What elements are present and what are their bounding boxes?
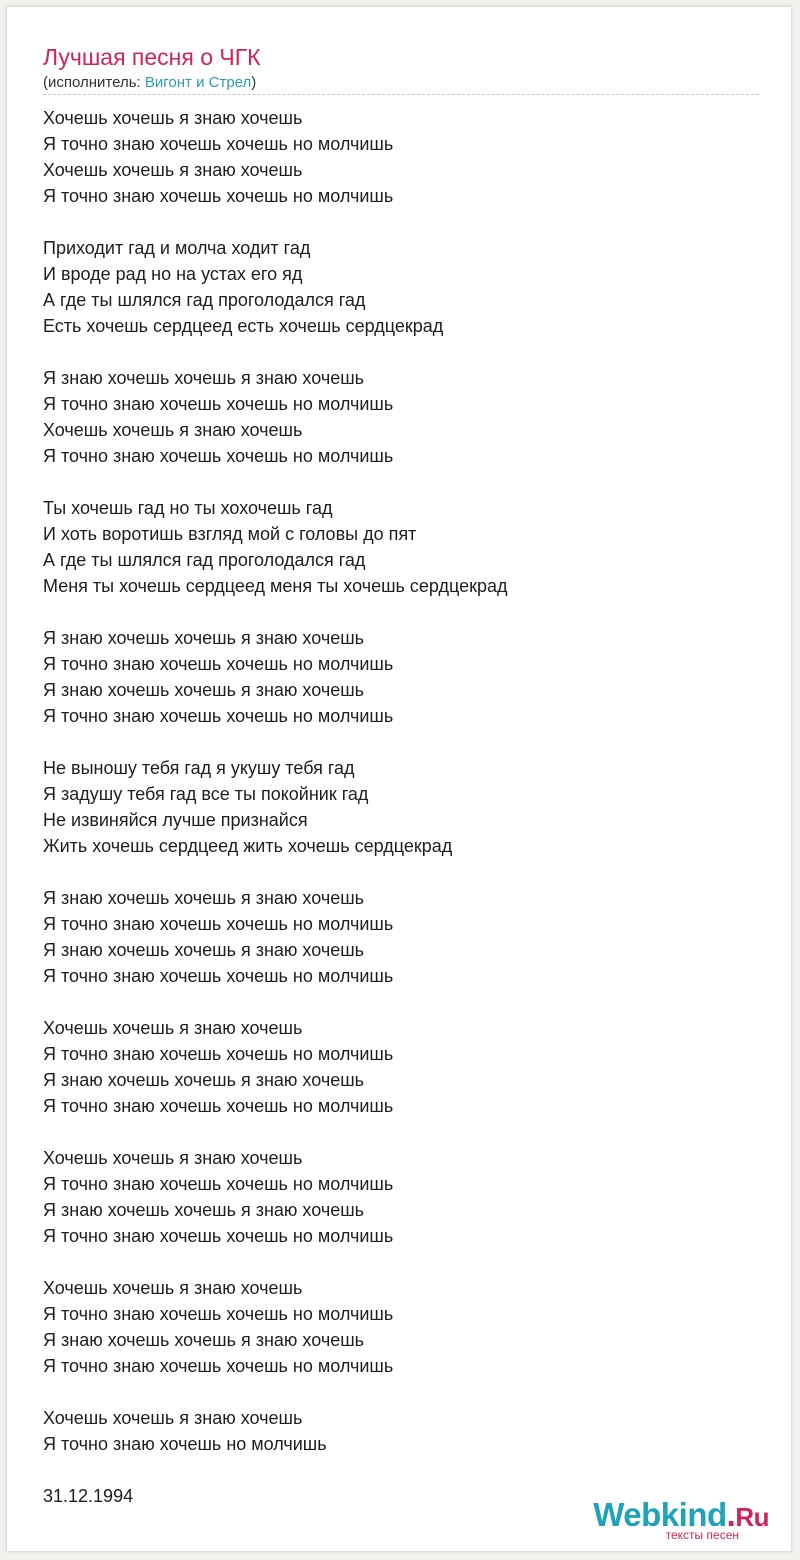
lyrics-stanza <box>43 755 759 859</box>
lyrics-line: Хочешь хочешь я знаю хочешь <box>43 1018 303 1038</box>
lyrics-line: Я знаю хочешь хочешь я знаю хочешь <box>43 940 365 960</box>
lyrics-line: Меня ты хочешь сердцеед меня ты хочешь сердцекрад <box>43 576 508 596</box>
lyrics-line: И вроде рад но на устах его яд <box>43 264 303 284</box>
lyrics-line: Я знаю хочешь хочешь я знаю хочешь <box>43 680 365 700</box>
lyrics-stanza <box>43 885 759 989</box>
lyrics-line: Я знаю хочешь хочешь я знаю хочешь <box>43 888 365 908</box>
lyrics-line: Я точно знаю хочешь хочешь но молчишь <box>43 1096 394 1116</box>
lyrics-line: А где ты шлялся гад проголодался гад <box>43 290 366 310</box>
lyrics-line: Я знаю хочешь хочешь я знаю хочешь <box>43 368 365 388</box>
logo-dot: . <box>726 1496 736 1533</box>
logo-tagline: тексты песен <box>665 1528 739 1542</box>
lyrics-stanza <box>43 365 759 469</box>
lyrics-line: Я точно знаю хочешь хочешь но молчишь <box>43 1304 394 1324</box>
lyrics-stanza <box>43 1405 759 1457</box>
lyrics-stanza <box>43 495 759 599</box>
logo-tld: Ru <box>735 1502 769 1532</box>
performer-suffix: ) <box>251 74 257 91</box>
lyrics-line: Я точно знаю хочешь хочешь но молчишь <box>43 394 394 414</box>
song-date: 31.12.1994 <box>43 1486 134 1506</box>
lyrics-line: Я точно знаю хочешь хочешь но молчишь <box>43 1174 394 1194</box>
lyrics-stanza <box>43 235 759 339</box>
lyrics-line: Я точно знаю хочешь хочешь но молчишь <box>43 654 394 674</box>
lyrics-stanza <box>43 1015 759 1119</box>
lyrics-line: Хочешь хочешь я знаю хочешь <box>43 1148 303 1168</box>
lyrics-line: Есть хочешь сердцеед есть хочешь сердцекрад <box>43 316 444 336</box>
site-logo[interactable] <box>593 1496 769 1542</box>
performer-line <box>43 74 256 92</box>
page-title: Лучшая песня о ЧГК <box>43 44 261 70</box>
performer-prefix: (исполнитель: <box>43 74 145 91</box>
logo-main-text: Webkind <box>593 1496 727 1533</box>
lyrics-line: Я знаю хочешь хочешь я знаю хочешь <box>43 628 365 648</box>
lyrics-line: Приходит гад и молча ходит гад <box>43 238 311 258</box>
lyrics-card <box>6 6 792 1552</box>
lyrics-line: Я точно знаю хочешь хочешь но молчишь <box>43 134 394 154</box>
lyrics-line: Хочешь хочешь я знаю хочешь <box>43 1278 303 1298</box>
lyrics-line: Хочешь хочешь я знаю хочешь <box>43 420 303 440</box>
lyrics-line: Я знаю хочешь хочешь я знаю хочешь <box>43 1070 365 1090</box>
lyrics-line: Я точно знаю хочешь хочешь но молчишь <box>43 446 394 466</box>
lyrics-line: Хочешь хочешь я знаю хочешь <box>43 1408 303 1428</box>
performer-link[interactable]: Вигонт и Стрел <box>144 74 252 91</box>
lyrics-body <box>43 105 759 1483</box>
lyrics-line: А где ты шлялся гад проголодался гад <box>43 550 366 570</box>
lyrics-line: Не выношу тебя гад я укушу тебя гад <box>43 758 355 778</box>
lyrics-line: Я точно знаю хочешь хочешь но молчишь <box>43 706 394 726</box>
lyrics-line: Хочешь хочешь я знаю хочешь <box>43 160 303 180</box>
lyrics-stanza <box>43 625 759 729</box>
lyrics-line: И хоть воротишь взгляд мой с головы до пят <box>43 524 417 544</box>
lyrics-line: Я точно знаю хочешь хочешь но молчишь <box>43 966 394 986</box>
lyrics-line: Я точно знаю хочешь хочешь но молчишь <box>43 1356 394 1376</box>
lyrics-line: Я точно знаю хочешь хочешь но молчишь <box>43 914 394 934</box>
lyrics-line: Я знаю хочешь хочешь я знаю хочешь <box>43 1200 365 1220</box>
title-divider <box>43 94 759 95</box>
lyrics-line: Ты хочешь гад но ты хохочешь гад <box>43 498 333 518</box>
lyrics-stanza <box>43 1145 759 1249</box>
lyrics-line: Я точно знаю хочешь но молчишь <box>43 1434 327 1454</box>
lyrics-line: Я знаю хочешь хочешь я знаю хочешь <box>43 1330 365 1350</box>
lyrics-line: Не извиняйся лучше признайся <box>43 810 308 830</box>
lyrics-line: Я точно знаю хочешь хочешь но молчишь <box>43 1226 394 1246</box>
lyrics-stanza <box>43 1275 759 1379</box>
lyrics-line: Я точно знаю хочешь хочешь но молчишь <box>43 186 394 206</box>
lyrics-line: Жить хочешь сердцеед жить хочешь сердцекрад <box>43 836 453 856</box>
lyrics-line: Я задушу тебя гад все ты покойник гад <box>43 784 369 804</box>
lyrics-line: Я точно знаю хочешь хочешь но молчишь <box>43 1044 394 1064</box>
lyrics-stanza <box>43 105 759 209</box>
lyrics-line: Хочешь хочешь я знаю хочешь <box>43 108 303 128</box>
